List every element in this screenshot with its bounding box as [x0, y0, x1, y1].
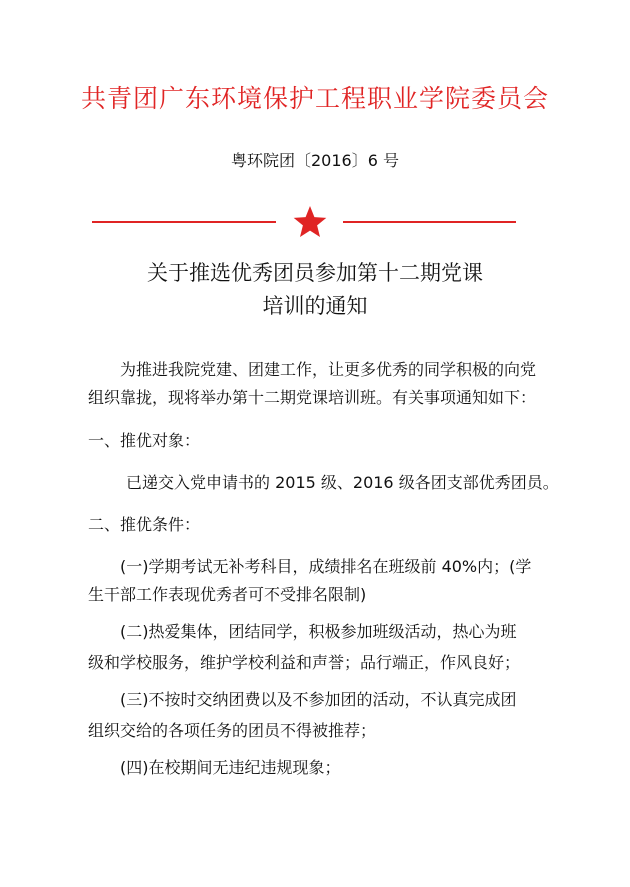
- condition-2-line-2: 级和学校服务，维护学校利益和声誉；品行端正，作风良好；: [88, 653, 521, 672]
- intro-paragraph-line-2: 组织靠拢，现将举办第十二期党课培训班。有关事项通知如下：: [88, 388, 537, 407]
- notice-title: [0, 257, 630, 323]
- condition-3-line-2: 组织交给的各项任务的团员不得被推荐；: [88, 721, 377, 740]
- section-2-heading: 二、推优条件：: [88, 515, 201, 534]
- star-icon: [294, 206, 327, 237]
- condition-2-line-1: (二)热爱集体，团结同学，积极参加班级活动，热心为班: [120, 622, 517, 641]
- section-1-text: 已递交入党申请书的 2015 级、2016 级各团支部优秀团员。: [126, 473, 559, 492]
- red-divider: [0, 200, 630, 244]
- document-number: 粤环院团〔2016〕6 号: [231, 151, 399, 170]
- notice-title-line-1: 关于推选优秀团员参加第十二期党课: [147, 261, 483, 285]
- notice-title-line-2: 培训的通知: [262, 294, 368, 318]
- divider-graphic: [0, 200, 630, 244]
- intro-paragraph-line-1: 为推进我院党建、团建工作，让更多优秀的同学积极的向党: [120, 360, 537, 379]
- condition-1-line-2: 生干部工作表现优秀者可不受排名限制): [88, 585, 367, 604]
- section-1-heading: 一、推优对象：: [88, 431, 201, 450]
- condition-3-line-1: (三)不按时交纳团费以及不参加团的活动，不认真完成团: [120, 690, 517, 709]
- divider-line-left: [92, 221, 276, 223]
- condition-4-line-1: (四)在校期间无违纪违规现象；: [120, 758, 341, 777]
- organization-title: 共青团广东环境保护工程职业学院委员会: [80, 84, 549, 113]
- condition-1-line-1: (一)学期考试无补考科目，成绩排名在班级前 40%内；(学: [120, 557, 532, 576]
- divider-line-right: [343, 221, 516, 223]
